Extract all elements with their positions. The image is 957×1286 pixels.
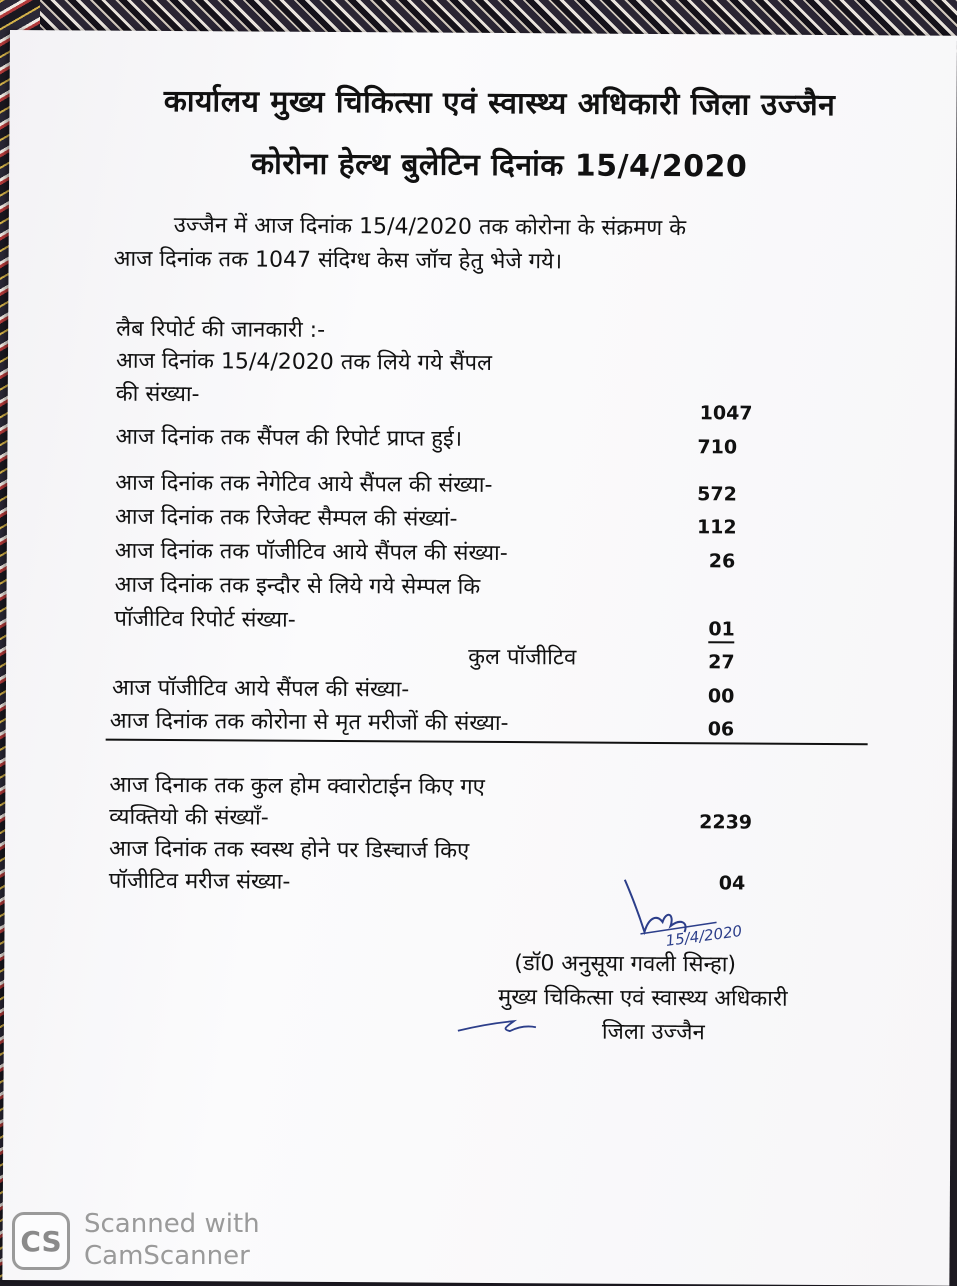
row-home-quarantine-value: 2239 [699,811,753,834]
row-samples-taken-label-2: की संख्या- [115,381,200,408]
watermark-line-1: Scanned with [84,1209,260,1239]
office-heading: कार्यालय मुख्य चिकित्सा एवं स्वास्थ्य अधिकारी जिला उज्जैन [163,83,836,124]
row-discharged-label-1: आज दिनांक तक स्वस्थ होने पर डिस्चार्ज किए [108,836,470,864]
document-page [2,30,957,1286]
row-samples-taken-value: 1047 [699,402,753,425]
intro-line-1: उज्जैन में आज दिनांक 15/4/2020 तक कोरोना के संक्रमण के [173,213,687,242]
row-negative-label: आज दिनांक तक नेगेटिव आये सैंपल की संख्या- [115,470,493,498]
row-samples-taken-label-1: आज दिनांक 15/4/2020 तक लिये गये सैंपल [115,348,493,376]
row-deaths-value: 06 [707,718,735,741]
row-rejected-value: 112 [696,516,737,539]
row-discharged-label-2: पॉजीटिव मरीज संख्या- [108,868,291,895]
initial-scribble [454,1011,544,1042]
row-home-quarantine-label-2: व्यक्तियो की संख्यॉं- [109,804,269,831]
row-total-positive-label: कुल पॉजीटिव [468,644,577,671]
row-positive-label: आज दिनांक तक पॉजीटिव आये सैंपल की संख्या- [114,538,508,567]
signature-date: 15/4/2020 [664,921,744,950]
row-reports-received-value: 710 [697,436,738,459]
row-today-positive-label: आज पॉजीटिव आये सैंपल की संख्या- [111,675,410,703]
lab-report-heading: लैब रिपोर्ट की जानकारी :- [116,316,326,343]
row-rejected-label: आज दिनांक तक रिजेक्ट सैम्पल की संख्यां- [114,504,458,532]
officer-name: (डॉ0 अनुसूया गवली सिन्हा) [514,951,737,978]
row-positive-value: 26 [708,550,736,573]
section-divider [106,739,868,746]
camscanner-watermark [84,1208,260,1272]
row-negative-value: 572 [697,483,737,506]
row-discharged-value: 04 [718,872,746,895]
row-indore-positive-label-1: आज दिनांक तक इन्दौर से लिये गये सेम्पल कि [114,572,481,600]
row-deaths-label: आज दिनांक तक कोरोना से मृत मरीजों की संख्या- [109,708,509,737]
camscanner-logo: CS [12,1212,70,1270]
row-today-positive-value: 00 [707,685,735,708]
officer-district: जिला उज्जैन [601,1019,705,1046]
officer-designation: मुख्य चिकित्सा एवं स्वास्थ्य अधिकारी [498,984,788,1012]
row-home-quarantine-label-1: आज दिनाक तक कुल होम क्वारोटाईन किए गए [109,772,485,800]
intro-line-2: आज दिनांक तक 1047 संदिग्ध केस जॉच हेतु भेजे गये। [113,246,563,275]
row-reports-received-label: आज दिनांक तक सैंपल की रिपोर्ट प्राप्त हुई। [115,424,463,452]
watermark-line-2: CamScanner [84,1241,250,1271]
bulletin-heading: कोरोना हेल्थ बुलेटिन दिनांक 15/4/2020 [250,146,748,185]
row-indore-positive-label-2: पॉजीटिव रिपोर्ट संख्या- [114,606,296,633]
row-indore-positive-value: 01 [708,618,735,643]
row-total-positive-value: 27 [708,651,735,674]
